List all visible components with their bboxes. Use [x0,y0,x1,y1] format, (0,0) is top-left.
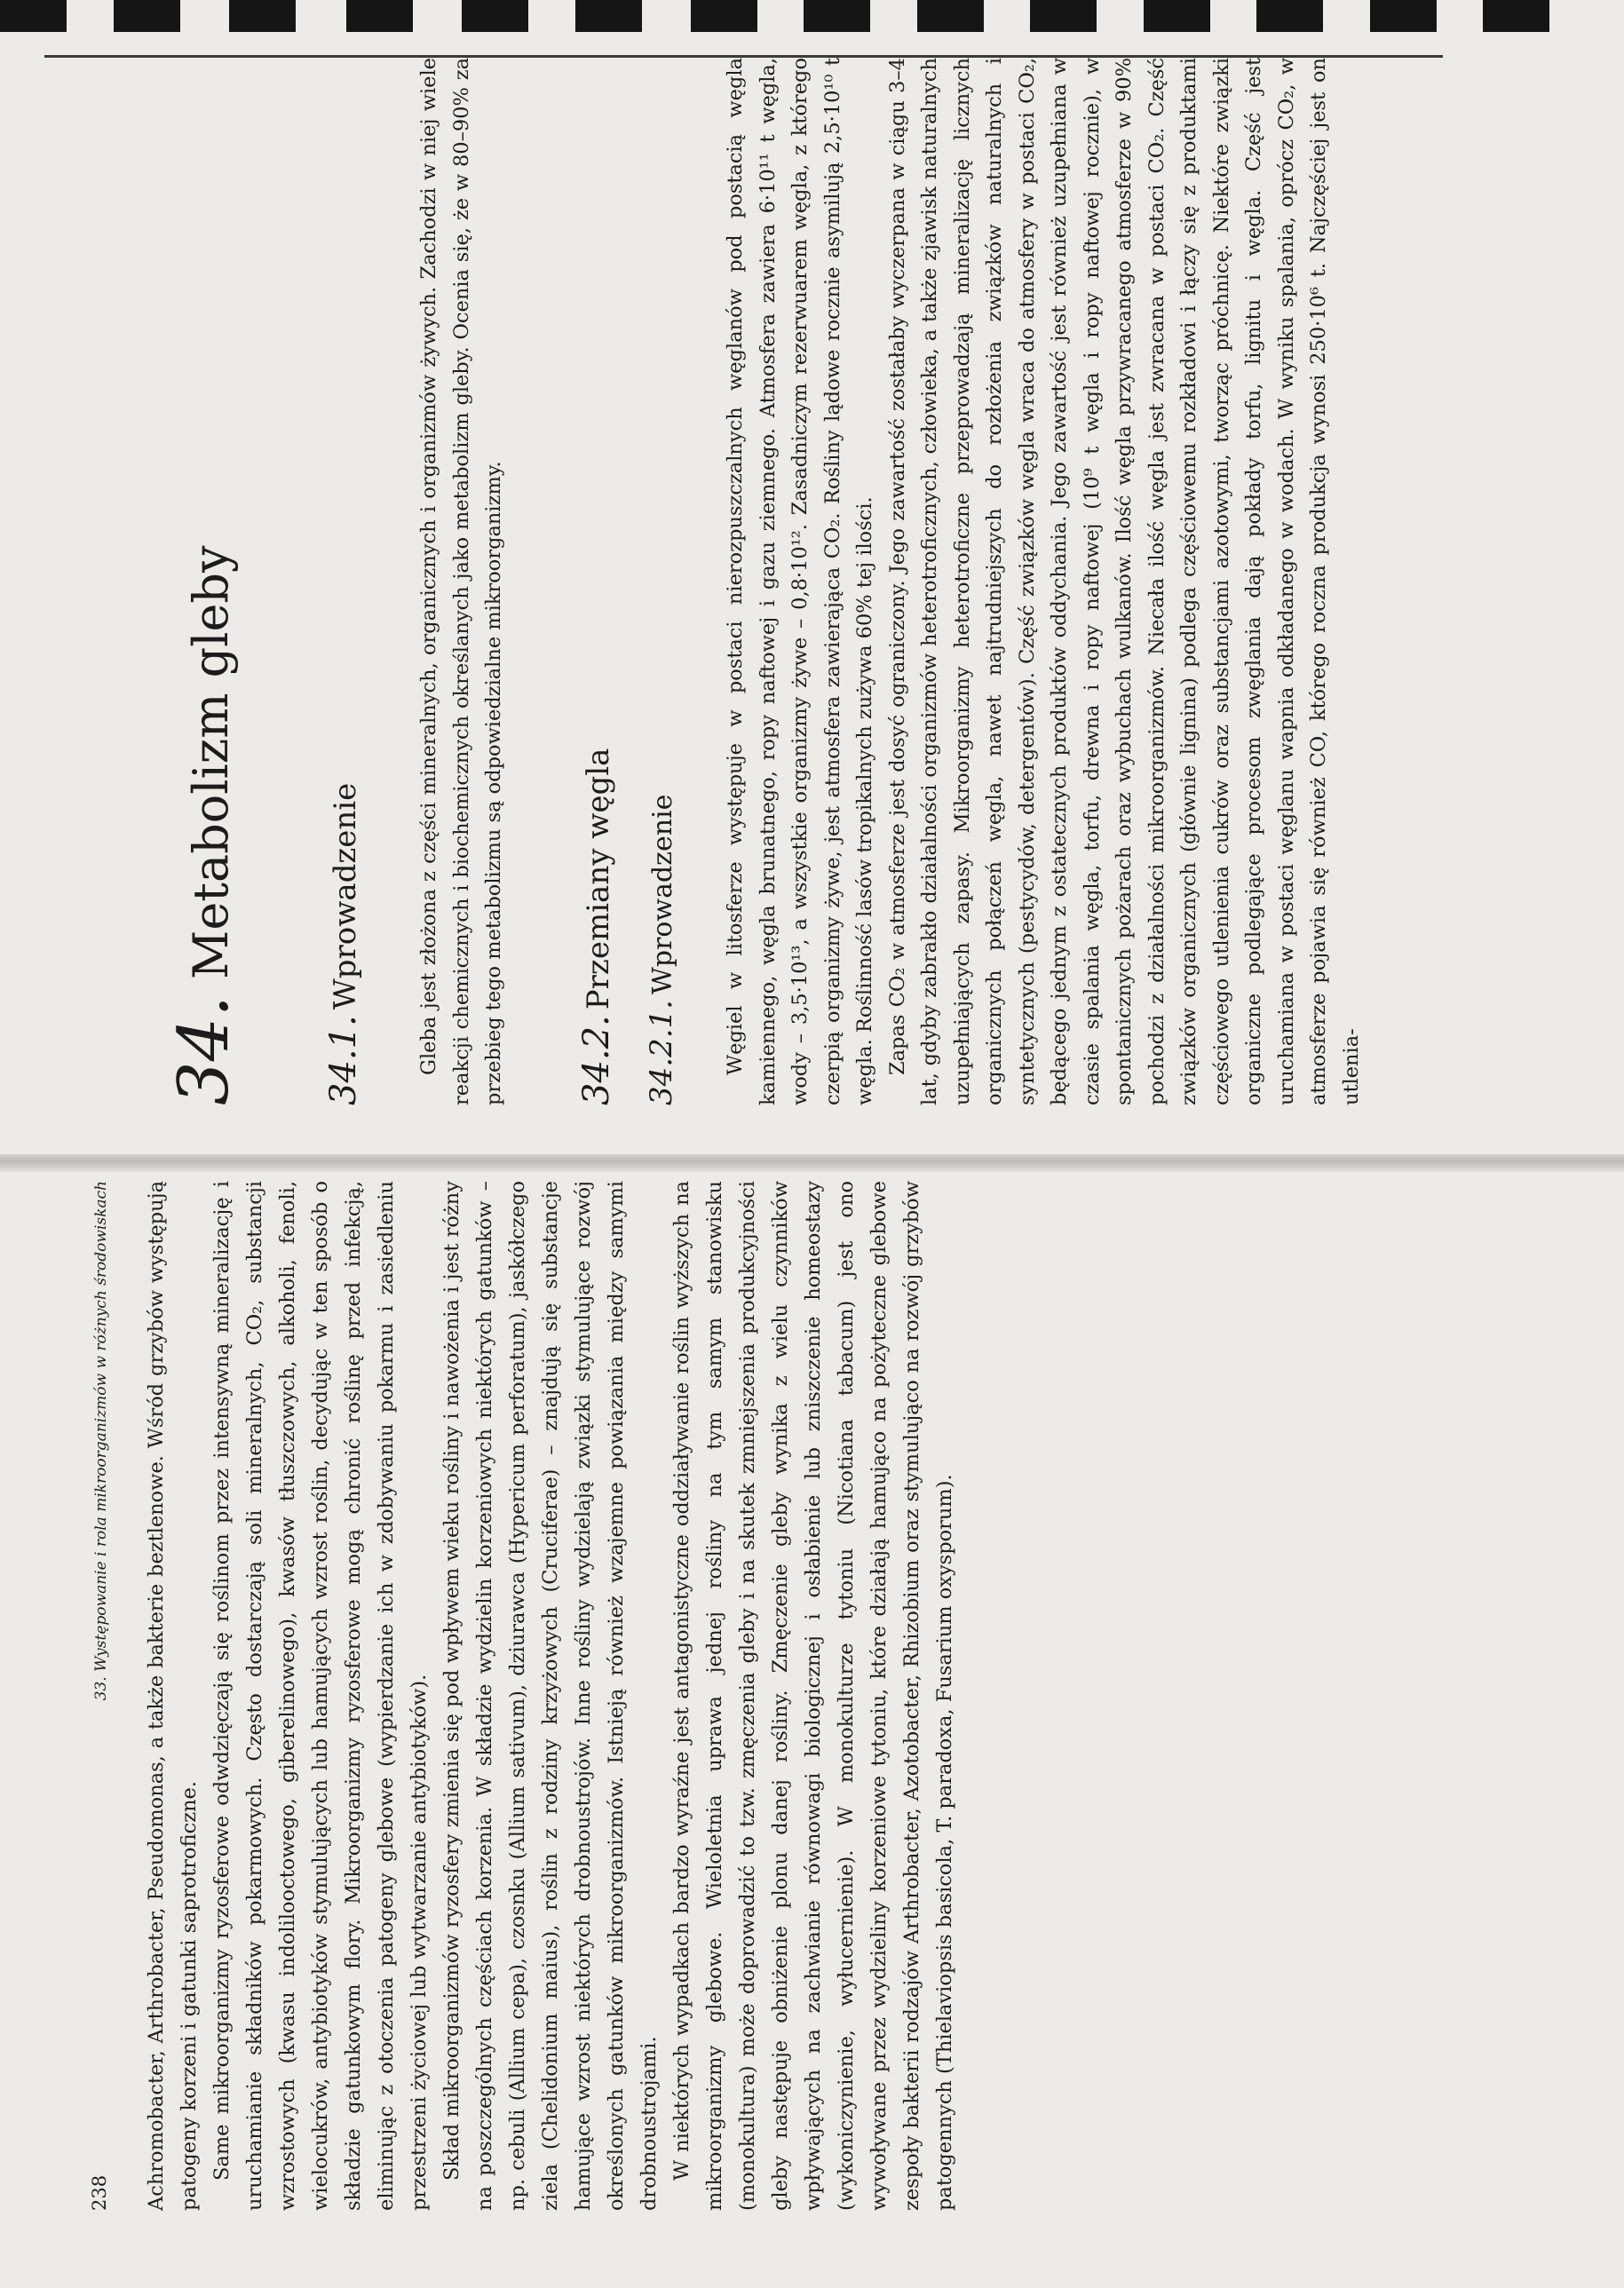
paragraph: Same mikroorganizmy ryzosferowe odwdzięczają się roślinom przez intensywną mineralizację i uruchamianie składników pokarmowych. Często dostarczają soli mineralnych, CO₂, substancji wzrostowych (kwasu indolilooctowego, giberelinowego), kwasów tłuszczowych, alkoholi, fenoli, wielocukrów, antybiotyków stymulujących lub hamujących wzrost roślin, decydując w ten sposób o składzie gatunkowym flory. Mikroorganizmy ryzosferowe mogą chronić roślinę przed infekcją, eliminując z otoczenia patogeny glebowe (wypierdzanie ich w zdobywaniu pokarmu i zasiedleniu przestrzeni życiowej lub wytwarzanie antybiotyków). [210,1181,431,2211]
scan-mark [575,0,642,32]
scan-mark [1030,0,1097,32]
chapter-heading [164,545,244,1106]
book-gutter [0,1154,1624,1172]
scan-mark [346,0,413,32]
paragraph: Zapas CO₂ w atmosferze jest dosyć ograniczony. Jego zawartość zostałaby wyczerpana w ciągu 3–4 lat, gdyby zabrakło działalności organizmów heterotroficznych, człowieka, a także zjawisk naturalnych uzupełniających zapasy. Mikroorganizmy heterotroficzne przeprowadzają mineralizację licznych organicznych połączeń węgla, nawet najtrudniejszych do rozłożenia związków naturalnych i syntetycznych (pestycydów, detergentów). Część związków węgla wraca do atmosfery w postaci CO₂, będącego jednym z ostatecznych produktów oddychania. Jego zawartość jest również uzupełniana w czasie spalania węgla, torfu, drewna i ropy naftowej (10⁹ t węgla i ropy naftowej rocznie), w spontanicznych pożarach oraz wybuchach wulkanów. Ilość węgla przywracanego atmosferze w 90% pochodzi z działalności mikroorganizmów. Niecała ilość węgla jest zwracana w postaci CO₂. Część związków organicznych (głównie lignina) podlega częściowemu rozkładowi i łączy się z produktami częściowego utlenienia cukrów oraz substancjami azotowymi, tworząc próchnicę. Niektóre związki organiczne podlegające procesom zwęglania dają pokłady torfu, lignitu i węgla. Część jest uruchamiana w postaci węglanu wapnia odkładanego w wodach. W wyniku spalania, oprócz CO₂, w atmosferze pojawia się również CO, którego roczna produkcja wynosi 250·10⁶ t. Najczęściej jest on utlenia- [885,58,1363,1105]
scan-mark [1256,0,1323,32]
section-title: Przemiany węgla [581,748,616,1010]
section-title: Wprowadzenie [328,782,363,1010]
left-page [89,1181,1172,2211]
paragraph: Achromobacter, Arthrobacter, Pseudomonas, a także bakterie beztlenowe. Wśród grzybów występują patogeny korzeni i gatunki saprotroficzne. [145,1181,201,2211]
paragraph: Gleba jest złożona z części mineralnych, organicznych i organizmów żywych. Zachodzi w niej wiele reakcji chemicznych i biochemicznych określanych jako metabolizm gleby. Ocenia się, że w 80–90% za przebieg tego metabolizmu są odpowiedzialne mikroorganizmy. [417,58,505,1105]
page-number: 238 [89,2174,110,2211]
section-number: 34.2. [576,1015,617,1105]
paragraph: Skład mikroorganizmów ryzosfery zmienia się pod wpływem wieku rośliny i nawożenia i jest różny na poszczególnych częściach korzenia. W składzie wydzielin korzeniowych niektórych gatunków – np. cebuli (Allium cepa), czosnku (Allium sativum), dziurawca (Hypericum perforatum), jaskółczego ziela (Chelidonium maius), roślin z rodziny krzyżowych (Cruciferae) – znajdują się substancje hamujące wzrost niektórych drobnoustrojów. Inne rośliny wydzielają związki stymulujące rozwój określonych gatunków mikroorganizmów. Istnieją również wzajemne powiązania między samymi drobnoustrojami. [440,1181,661,2211]
scan-mark [691,0,757,32]
scan-mark [229,0,296,32]
right-page [164,58,1624,1105]
running-head [89,1181,110,2211]
chapter-number: 34. [164,994,244,1105]
scan-mark [804,0,870,32]
scan-mark [1370,0,1437,32]
paragraph: W niektórych wypadkach bardzo wyraźne jest antagonistyczne oddziaływanie roślin wyższych na mikroorganizmy glebowe. Wieloletnia uprawa jednej rośliny na tym samym stanowisku (monokultura) może doprowadzić to tzw. zmęczenia gleby i na skutek zmniejszenia produkcyjności gleby następuje obniżenie plonu danej rośliny. Zmęczenie gleby wynika z wielu czynników wpływających na zachwianie równowagi biologicznej i osłabienie lub zniszczenie homeostazy (wykoniczynienie, wyłucernienie). W monokulturze tytoniu (Nicotiana tabacum) jest ono wywoływane przez wydzieliny korzeniowe tytoniu, które działają hamująco na pożyteczne glebowe zespoły bakterii rodzajów Arthrobacter, Azotobacter, Rhizobium oraz stymulująco na rozwój grzybów patogennych (Thielaviopsis basicola, T. paradoxa, Fusarium oxysporum). [670,1181,956,2211]
scan-mark [917,0,984,32]
subsection-title: Wprowadzenie [647,794,678,995]
chapter-title: Metabolizm gleby [183,545,239,979]
subsection-number: 34.2.1. [644,1000,679,1105]
scan-mark [114,0,180,32]
paragraph: Węgiel w litosferze występuje w postaci nierozpuszczalnych węglanów pod postacią węgla kamiennego, węgla brunatnego, ropy naftowej i gazu ziemnego. Atmosfera zawiera 6·10¹¹ t węgla, wody – 3,5·10¹³, a wszystkie organizmy żywe – 0,8·10¹². Zasadniczym rezerwuarem węgla, z którego czerpią organizmy żywe, jest atmosfera zawierająca CO₂. Rośliny lądowe rocznie asymilują 2,5·10¹⁰ t węgla. Roślinność lasów tropikalnych zużywa 60% tej ilości. [724,58,876,1105]
section-number: 34.1. [323,1015,364,1105]
section-heading [324,783,365,1105]
scan-mark [1483,0,1549,32]
scan-mark [462,0,528,32]
scan-mark [1144,0,1210,32]
running-head-title: 33. Występowanie i rola mikroorganizmów w różnych środowiskach [92,1181,110,1701]
section-heading [577,748,618,1105]
section-text [413,58,511,1105]
scan-registration-marks [0,0,1624,36]
scan-mark [0,0,67,32]
subsection-heading [644,795,681,1105]
left-body-text [140,1181,962,2211]
section-text [719,58,1367,1105]
